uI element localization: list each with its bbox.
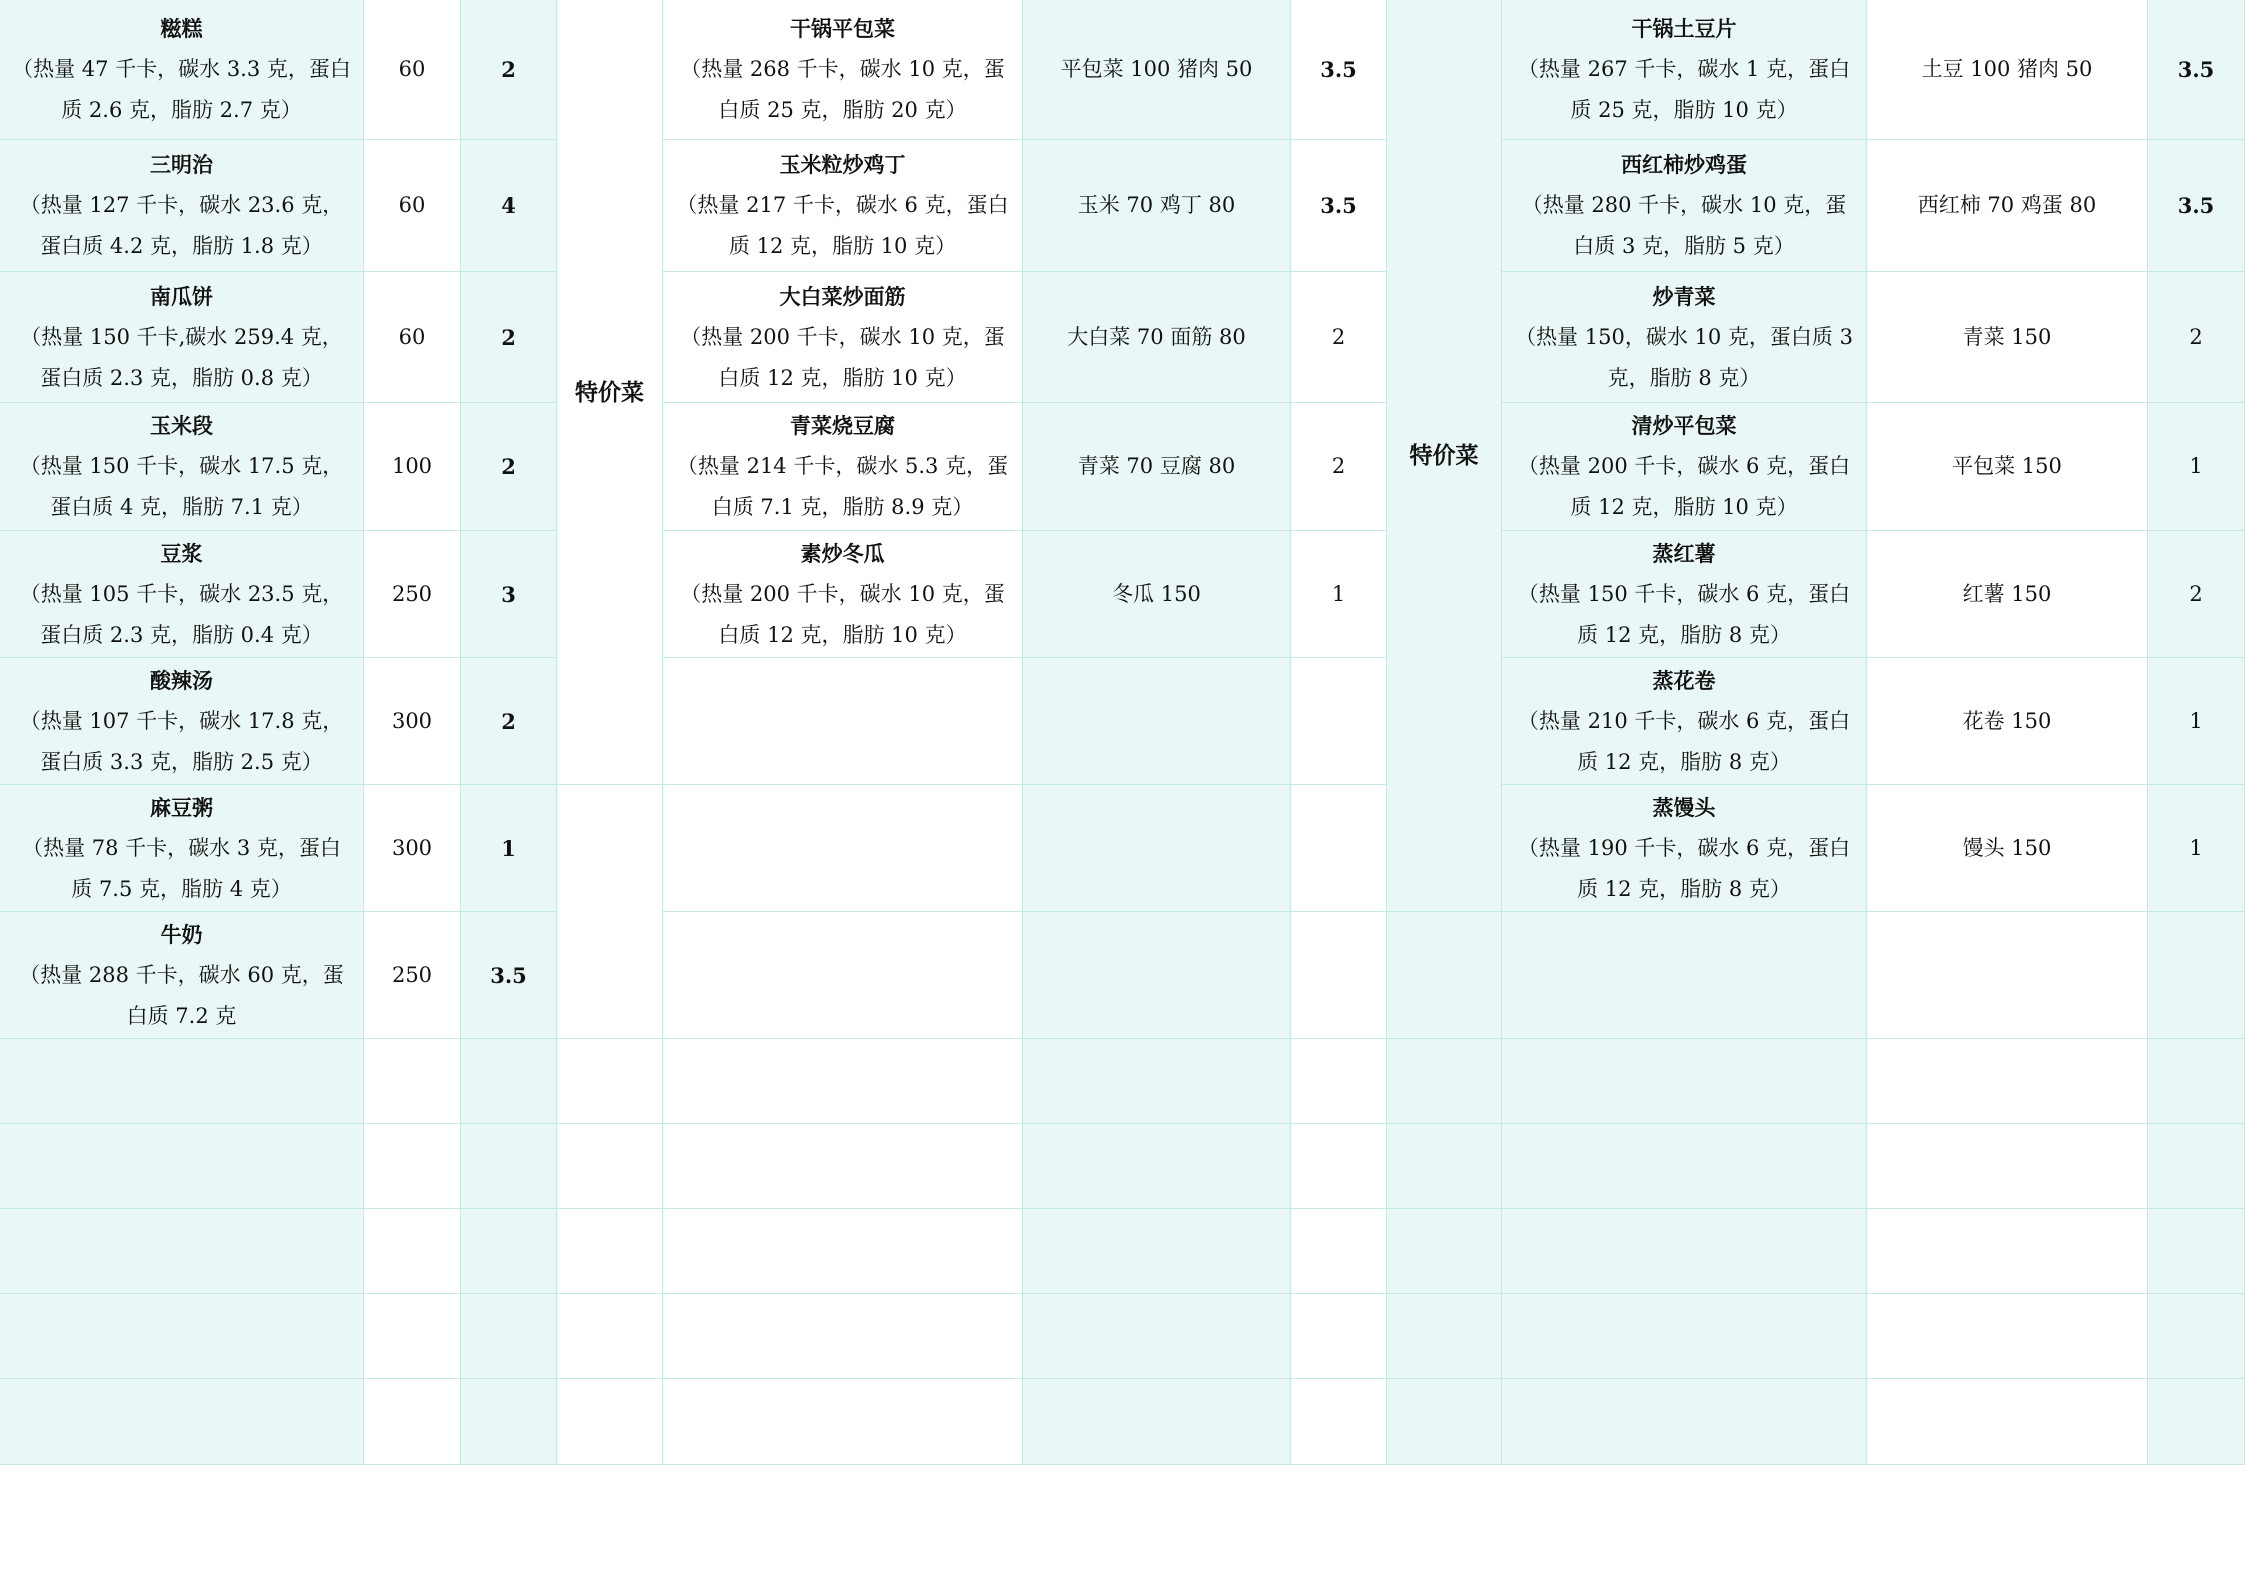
- table-cell-dish: [663, 0, 1023, 140]
- table-cell-empty: [2148, 912, 2245, 1039]
- dish-nutrition: （热量 107 千卡，碳水 17.8 克，蛋白质 3.3 克，脂肪 2.5 克）: [19, 708, 344, 774]
- table-cell-empty: [1867, 1039, 2148, 1124]
- table-cell-empty: [461, 1294, 557, 1379]
- table-cell-qty: 100: [364, 403, 461, 531]
- table-cell-empty: [663, 1209, 1023, 1294]
- table-cell-empty: [1502, 1209, 1867, 1294]
- table-cell-price: 4: [461, 140, 557, 272]
- table-cell-ingredients: 青菜 70 豆腐 80: [1023, 403, 1291, 531]
- dish-nutrition: （热量 267 千卡，碳水 1 克，蛋白质 25 克，脂肪 10 克）: [1517, 57, 1851, 122]
- table-cell-empty: [364, 1379, 461, 1465]
- table-cell-price: 1: [2148, 785, 2245, 912]
- table-cell-dish: [0, 272, 364, 403]
- table-cell-empty: [1023, 1124, 1291, 1209]
- table-cell-empty: [1023, 1294, 1291, 1379]
- table-cell-empty: [364, 1294, 461, 1379]
- table-cell-dish: [663, 403, 1023, 531]
- table-cell-ingredients: 馒头 150: [1867, 785, 2148, 912]
- table-cell-empty: [1387, 1209, 1502, 1294]
- table-cell-dish: [0, 140, 364, 272]
- dish-name: 西红柿炒鸡蛋: [1621, 152, 1747, 177]
- table-cell-empty: [364, 1209, 461, 1294]
- dish-nutrition: （热量 217 千卡，碳水 6 克，蛋白质 12 克，脂肪 10 克）: [676, 193, 1009, 258]
- table-cell-price: 2: [461, 403, 557, 531]
- table-cell-empty: [1387, 1039, 1502, 1124]
- table-cell-empty: [1502, 1379, 1867, 1465]
- dish-name: 大白菜炒面筋: [779, 283, 906, 309]
- table-cell-empty: [1867, 1294, 2148, 1379]
- table-cell-empty: [1867, 1209, 2148, 1294]
- table-cell-empty: [1867, 912, 2148, 1039]
- table-cell-empty: [1387, 1124, 1502, 1209]
- dish-nutrition: （热量 210 千卡，碳水 6 克，蛋白质 12 克，脂肪 8 克）: [1517, 708, 1851, 774]
- table-cell-empty: [557, 1294, 663, 1379]
- table-cell-dish: [0, 785, 364, 912]
- dish-nutrition: （热量 78 千卡，碳水 3 克，蛋白质 7.5 克，脂肪 4 克）: [22, 835, 341, 901]
- table-cell-empty: [461, 1124, 557, 1209]
- table-cell-empty: [663, 785, 1023, 912]
- table-cell-qty: 250: [364, 531, 461, 658]
- dish-nutrition: （热量 105 千卡，碳水 23.5 克，蛋白质 2.3 克，脂肪 0.4 克）: [19, 581, 344, 647]
- table-cell-dish: [0, 531, 364, 658]
- table-cell-dish: [1502, 531, 1867, 658]
- dish-nutrition: （热量 288 千卡，碳水 60 克，蛋白质 7.2 克: [19, 962, 344, 1028]
- table-cell-dish: [0, 912, 364, 1039]
- table-cell-dish: [1502, 785, 1867, 912]
- table-cell-empty: [663, 658, 1023, 785]
- table-cell-ingredients: 冬瓜 150: [1023, 531, 1291, 658]
- table-cell-ingredients: 平包菜 150: [1867, 403, 2148, 531]
- table-cell-ingredients: 红薯 150: [1867, 531, 2148, 658]
- table-cell-price: 3.5: [2148, 0, 2245, 140]
- dish-name: 蒸花卷: [1652, 667, 1716, 693]
- table-cell-price: 2: [1291, 272, 1387, 403]
- table-cell-empty: [1023, 658, 1291, 785]
- table-cell-dish: [1502, 140, 1867, 272]
- table-cell-empty: [557, 1209, 663, 1294]
- table-cell-ingredients: 土豆 100 猪肉 50: [1867, 0, 2148, 140]
- table-cell-empty: [1023, 1039, 1291, 1124]
- table-cell-empty: [0, 1379, 364, 1465]
- table-cell-ingredients: 青菜 150: [1867, 272, 2148, 403]
- table-cell-empty: [0, 1209, 364, 1294]
- table-cell-qty: 60: [364, 140, 461, 272]
- dish-name: 麻豆粥: [150, 794, 213, 820]
- table-cell-empty: [557, 1039, 663, 1124]
- table-cell-empty: [557, 785, 663, 1039]
- table-cell-dish: [0, 658, 364, 785]
- dish-name: 清炒平包菜: [1631, 413, 1737, 438]
- table-cell-qty: 300: [364, 785, 461, 912]
- table-cell-ingredients: 平包菜 100 猪肉 50: [1023, 0, 1291, 140]
- table-cell-dish: [0, 0, 364, 140]
- table-cell-price: 2: [461, 0, 557, 140]
- table-cell-empty: [663, 912, 1023, 1039]
- table-cell-empty: [461, 1039, 557, 1124]
- table-cell-price: 3.5: [461, 912, 557, 1039]
- table-cell-empty: [663, 1124, 1023, 1209]
- table-cell-dish: [663, 272, 1023, 403]
- table-cell-ingredients: 玉米 70 鸡丁 80: [1023, 140, 1291, 272]
- dish-nutrition: （热量 150 千卡,碳水 259.4 克，蛋白质 2.3 克，脂肪 0.8 克）: [20, 324, 343, 390]
- table-cell-qty: 250: [364, 912, 461, 1039]
- dish-name: 蒸红薯: [1652, 540, 1716, 566]
- dish-nutrition: （热量 47 千卡，碳水 3.3 克，蛋白质 2.6 克，脂肪 2.7 克）: [12, 57, 351, 122]
- dish-name: 干锅土豆片: [1631, 16, 1737, 41]
- dish-nutrition: （热量 150 千卡，碳水 17.5 克，蛋白质 4 克，脂肪 7.1 克）: [19, 454, 344, 519]
- table-cell-dish: [1502, 272, 1867, 403]
- dish-nutrition: （热量 190 千卡，碳水 6 克，蛋白质 12 克，脂肪 8 克）: [1517, 835, 1851, 901]
- table-cell-empty: [1291, 1124, 1387, 1209]
- table-cell-empty: [0, 1039, 364, 1124]
- dish-nutrition: （热量 200 千卡，碳水 6 克，蛋白质 12 克，脂肪 10 克）: [1517, 454, 1851, 519]
- table-cell-empty: [1291, 1379, 1387, 1465]
- table-cell-empty: [364, 1039, 461, 1124]
- table-cell-price: 1: [1291, 531, 1387, 658]
- table-cell-empty: [461, 1209, 557, 1294]
- table-cell-empty: [1023, 1379, 1291, 1465]
- table-cell-empty: [1291, 1209, 1387, 1294]
- table-cell-empty: [1291, 658, 1387, 785]
- table-cell-empty: [1023, 912, 1291, 1039]
- dish-name: 蒸馒头: [1652, 794, 1716, 820]
- table-cell-dish: [1502, 658, 1867, 785]
- table-cell-empty: [0, 1294, 364, 1379]
- table-cell-empty: [1387, 1379, 1502, 1465]
- table-cell-empty: [663, 1294, 1023, 1379]
- category-label: 特价菜: [1387, 0, 1502, 912]
- table-cell-price: 2: [1291, 403, 1387, 531]
- table-cell-empty: [2148, 1039, 2245, 1124]
- table-cell-price: 1: [2148, 403, 2245, 531]
- dish-nutrition: （热量 214 千卡，碳水 5.3 克，蛋白质 7.1 克，脂肪 8.9 克）: [676, 454, 1009, 519]
- table-cell-empty: [461, 1379, 557, 1465]
- table-cell-ingredients: 花卷 150: [1867, 658, 2148, 785]
- table-cell-price: 2: [461, 272, 557, 403]
- table-cell-empty: [1291, 1039, 1387, 1124]
- table-cell-price: 1: [461, 785, 557, 912]
- dish-name: 素炒冬瓜: [800, 540, 885, 566]
- table-cell-empty: [1502, 912, 1867, 1039]
- dish-name: 三明治: [150, 152, 213, 177]
- dish-name: 干锅平包菜: [790, 16, 895, 41]
- table-cell-price: 1: [2148, 658, 2245, 785]
- table-cell-price: 3.5: [2148, 140, 2245, 272]
- table-cell-empty: [557, 1379, 663, 1465]
- table-cell-empty: [2148, 1209, 2245, 1294]
- table-cell-empty: [2148, 1294, 2245, 1379]
- dish-name: 豆浆: [160, 540, 203, 566]
- table-cell-price: 2: [2148, 272, 2245, 403]
- table-cell-price: 2: [2148, 531, 2245, 658]
- table-cell-empty: [1502, 1039, 1867, 1124]
- table-cell-empty: [2148, 1124, 2245, 1209]
- table-cell-empty: [663, 1379, 1023, 1465]
- table-cell-empty: [1023, 785, 1291, 912]
- table-cell-price: 3: [461, 531, 557, 658]
- dish-name: 南瓜饼: [150, 283, 213, 309]
- table-cell-empty: [1387, 1294, 1502, 1379]
- category-label: 特价菜: [557, 0, 663, 785]
- table-cell-price: 3.5: [1291, 0, 1387, 140]
- table-cell-empty: [1387, 912, 1502, 1039]
- dish-name: 青菜烧豆腐: [790, 413, 895, 438]
- dish-name: 牛奶: [160, 921, 203, 947]
- table-cell-empty: [1867, 1379, 2148, 1465]
- table-cell-dish: [1502, 0, 1867, 140]
- dish-name: 糍糕: [160, 16, 203, 41]
- table-cell-empty: [1291, 1294, 1387, 1379]
- table-cell-empty: [1502, 1124, 1867, 1209]
- table-cell-empty: [2148, 1379, 2245, 1465]
- dish-name: 酸辣汤: [150, 667, 213, 693]
- dish-nutrition: （热量 200 千卡，碳水 10 克，蛋白质 12 克，脂肪 10 克）: [680, 324, 1005, 390]
- table-cell-empty: [1291, 785, 1387, 912]
- table-cell-qty: 60: [364, 0, 461, 140]
- table-cell-empty: [1502, 1294, 1867, 1379]
- table-cell-qty: 60: [364, 272, 461, 403]
- table-cell-dish: [663, 140, 1023, 272]
- table-cell-price: 2: [461, 658, 557, 785]
- dish-name: 炒青菜: [1652, 283, 1716, 309]
- table-cell-qty: 300: [364, 658, 461, 785]
- dish-nutrition: （热量 127 千卡，碳水 23.6 克，蛋白质 4.2 克，脂肪 1.8 克）: [19, 193, 344, 258]
- table-cell-empty: [1023, 1209, 1291, 1294]
- dish-name: 玉米段: [150, 413, 213, 438]
- dish-nutrition: （热量 268 千卡，碳水 10 克，蛋白质 25 克，脂肪 20 克）: [680, 57, 1005, 122]
- dish-nutrition: （热量 280 千卡，碳水 10 克，蛋白质 3 克，脂肪 5 克）: [1521, 193, 1847, 258]
- table-cell-ingredients: 大白菜 70 面筋 80: [1023, 272, 1291, 403]
- dish-nutrition: （热量 200 千卡，碳水 10 克，蛋白质 12 克，脂肪 10 克）: [680, 581, 1005, 647]
- dish-name: 玉米粒炒鸡丁: [779, 152, 906, 177]
- table-cell-empty: [1867, 1124, 2148, 1209]
- table-cell-empty: [364, 1124, 461, 1209]
- table-cell-empty: [663, 1039, 1023, 1124]
- dish-nutrition: （热量 150 千卡，碳水 6 克，蛋白质 12 克，脂肪 8 克）: [1517, 581, 1851, 647]
- dish-nutrition: （热量 150，碳水 10 克，蛋白质 3 克，脂肪 8 克）: [1515, 324, 1853, 390]
- table-cell-empty: [557, 1124, 663, 1209]
- table-cell-dish: [663, 531, 1023, 658]
- table-cell-dish: [0, 403, 364, 531]
- table-cell-price: 3.5: [1291, 140, 1387, 272]
- table-cell-dish: [1502, 403, 1867, 531]
- table-cell-empty: [1291, 912, 1387, 1039]
- table-cell-empty: [0, 1124, 364, 1209]
- table-cell-ingredients: 西红柿 70 鸡蛋 80: [1867, 140, 2148, 272]
